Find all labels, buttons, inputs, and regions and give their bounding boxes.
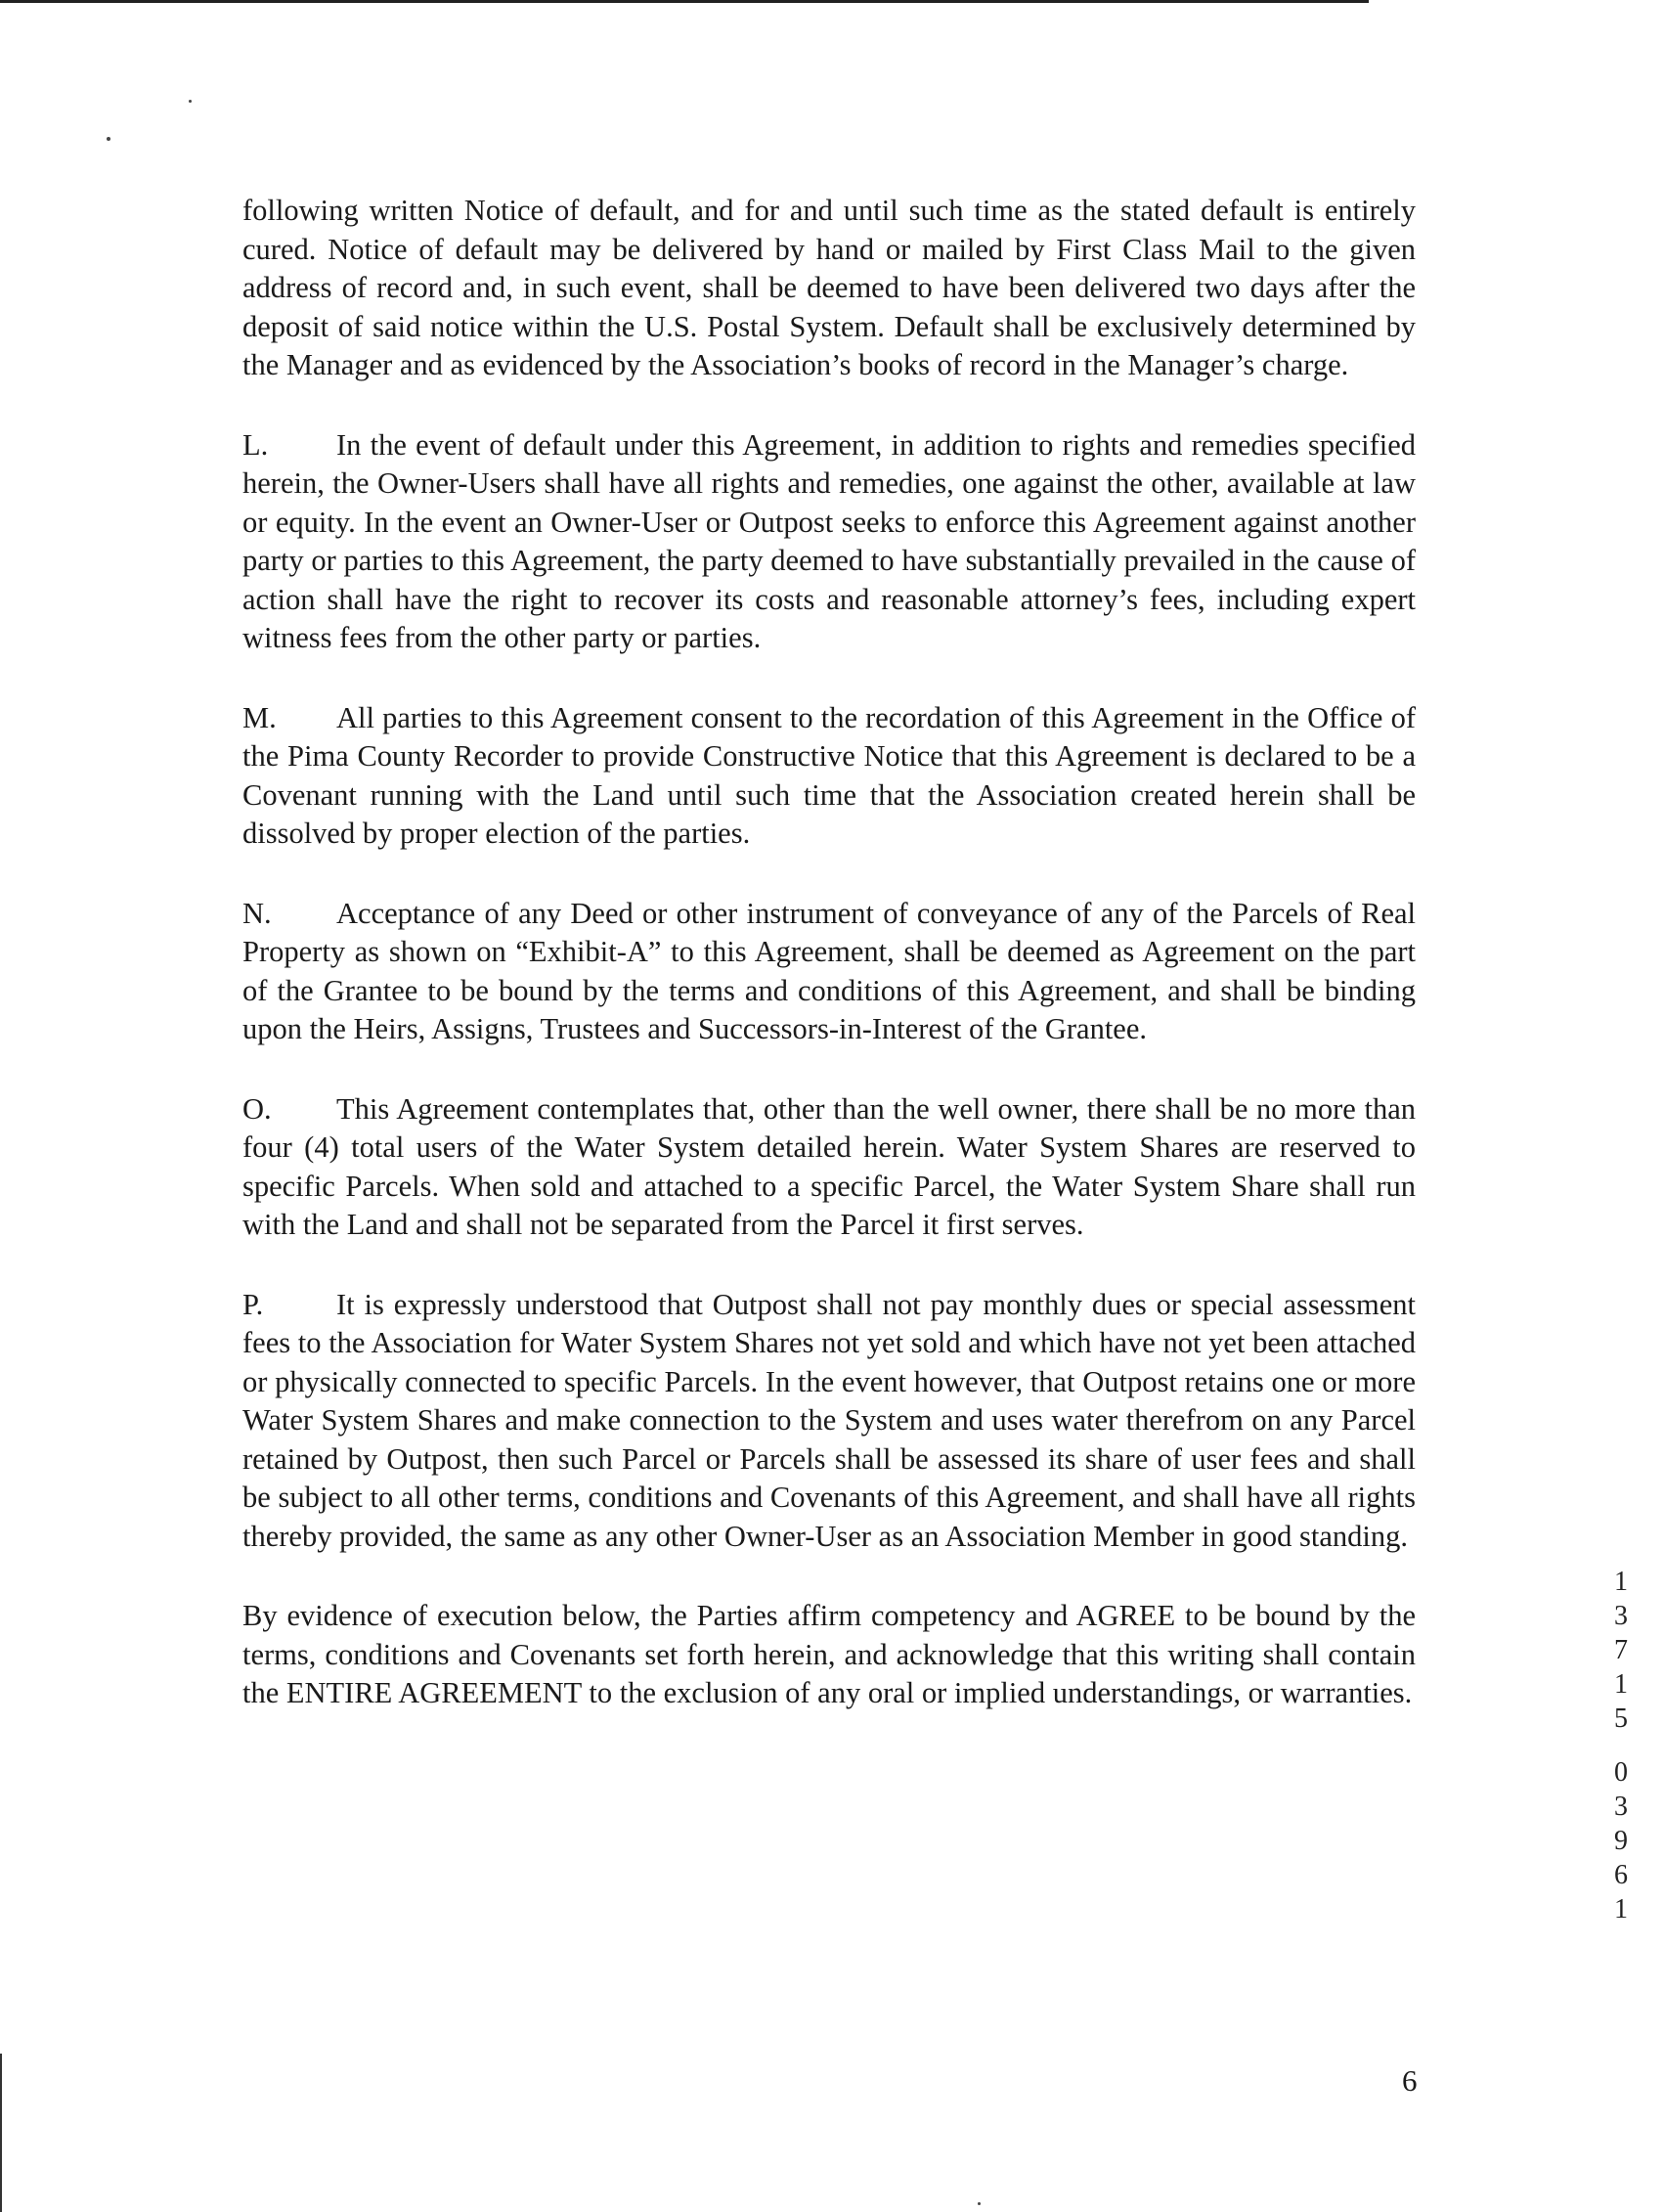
section-letter: M. xyxy=(242,700,277,734)
recording-digit: 3 xyxy=(1614,1792,1628,1822)
section-text: It is expressly understood that Outpost shall not pay monthly dues or special assessment fees to the Association for Water System Shares not yet sold and which have not yet been attached or physically connected to specific Parcels. In the event however, that Outpost retains one or more Water System Shares and make connection to the System and uses water therefrom on any Parcel retained by Outpost, then such Parcel or Parcels shall be assessed its share of user fees and shall be subject to all other terms, conditions and Covenants of this Agreement, and shall have all rights thereby provided, the same as any other Owner-User as an Association Member in good standing. xyxy=(242,1287,1416,1553)
recording-digit: 5 xyxy=(1614,1703,1628,1734)
section-text: This Agreement contemplates that, other than the well owner, there shall be no more than four (4) total users of the Water System detailed herein. Water System Shares are reserved to specific Parcels. When sold and attached to a specific Parcel, the Water System Share shall run with the Land and shall not be separated from the Parcel it first serves. xyxy=(242,1091,1416,1241)
recording-number xyxy=(1603,1565,1639,1926)
section-m xyxy=(242,699,1416,854)
section-letter: L. xyxy=(242,427,269,462)
closing-paragraph: By evidence of execution below, the Parties affirm competency and AGREE to be bound by the terms, conditions and Covenants set forth herein, and acknowledge that this writing shall contain the ENTIRE AGREEMENT to the exclusion of any oral or implied understandings, or warranties. xyxy=(242,1599,1416,1709)
recording-digit: 3 xyxy=(1614,1601,1628,1631)
top-scan-border xyxy=(0,0,1369,3)
section-text: All parties to this Agreement consent to the recordation of this Agreement in the Office of the Pima County Recorder to provide Constructive Notice that this Agreement is declared to be a Covenant running with the Land until such time that the Association created herein shall be dissolved by proper election of the parties. xyxy=(242,700,1416,850)
recording-digit: 9 xyxy=(1614,1826,1628,1856)
left-scan-border xyxy=(0,2054,2,2212)
section-letter: O. xyxy=(242,1091,272,1126)
section-p xyxy=(242,1286,1416,1557)
section-l xyxy=(242,426,1416,658)
recording-digit: 1 xyxy=(1614,1669,1628,1700)
section-text: In the event of default under this Agreement, in addition to rights and remedies specified herein, the Owner-Users shall have all rights and remedies, one against the other, available at law or equity. In the event an Owner-User or Outpost seeks to enforce this Agreement against another party or parties to this Agreement, the party deemed to have substantially prevailed in the cause of action shall have the right to recover its costs and reasonable attorney’s fees, including expert witness fees from the other party or parties. xyxy=(242,427,1416,654)
section-o xyxy=(242,1090,1416,1245)
section-n xyxy=(242,895,1416,1049)
recording-digit: 7 xyxy=(1614,1635,1628,1665)
section-letter: N. xyxy=(242,896,272,930)
recording-digit: 0 xyxy=(1614,1757,1628,1788)
scan-speck xyxy=(978,2202,981,2205)
document-body xyxy=(242,192,1416,1754)
scan-speck xyxy=(107,137,110,141)
recording-digit: 1 xyxy=(1614,1894,1628,1924)
recording-digit: 1 xyxy=(1614,1567,1628,1597)
scan-speck xyxy=(189,100,192,103)
continuation-paragraph: following written Notice of default, and for and until such time as the stated default is entirely cured. Notice of default may be delivered by hand or mailed by First Class Mail to the given address of record and, in such event, shall be deemed to have been delivered two days after the deposit of said notice within the U.S. Postal System. Default shall be exclusively determined by the Manager and as evidenced by the Association’s books of record in the Manager’s charge. xyxy=(242,194,1416,381)
recording-digit: 6 xyxy=(1614,1860,1628,1890)
section-letter: P. xyxy=(242,1287,264,1321)
section-text: Acceptance of any Deed or other instrument of conveyance of any of the Parcels of Real Property as shown on “Exhibit-A” to this Agreement, shall be deemed as Agreement on the part of the Grantee to be bound by the terms and conditions of this Agreement, and shall be binding upon the Heirs, Assigns, Trustees and Successors-in-Interest of the Grantee. xyxy=(242,896,1416,1045)
page-number: 6 xyxy=(1402,2063,1418,2098)
